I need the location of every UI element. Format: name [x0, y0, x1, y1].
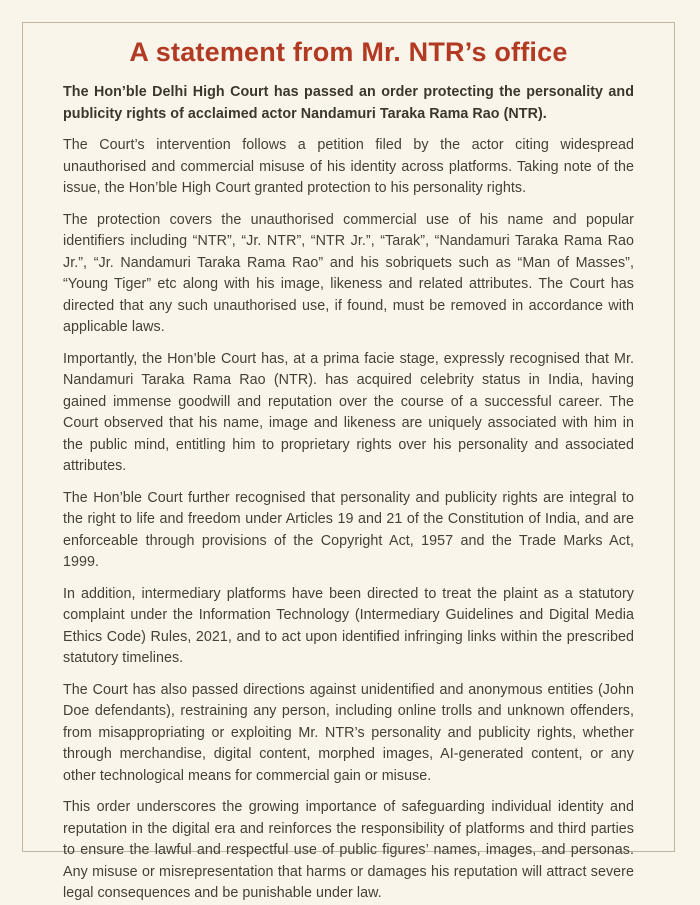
paragraph-closing-statement: This order underscores the growing importance of safeguarding individual identity and reputation in the digital era and reinforces the responsibility of platforms and third parties to ensure the lawful and respectful use of public figures’ names, images, and personas. Any misuse or misrepresentation that harms or damages his reputation will attract severe legal consequences and be punishable under law.	[63, 799, 634, 902]
statement-title: A statement from Mr. NTR’s office	[129, 37, 568, 67]
paragraph-court-order: The Hon’ble Delhi High Court has passed an order protecting the personality and publicity rights of acclaimed actor Nandamuri Taraka Rama Rao (NTR).	[63, 84, 634, 122]
paragraph-john-doe-directions: The Court has also passed directions against unidentified and anonymous entities (John Doe defendants), restraining any person, including online trolls and unknown offenders, from misappropriating or exploiting Mr. NTR’s personality and publicity rights, whether through merchandise, digital content, morphed images, AI-generated content, or any other technological means for commercial gain or misuse.	[63, 681, 634, 784]
statement-frame	[22, 22, 675, 902]
paragraph-protection-coverage: The protection covers the unauthorised commercial use of his name and popular identifiers including “NTR”, “Jr. NTR”, “NTR Jr.”, “Tarak”, “Nandamuri Taraka Rama Rao Jr.”, “Jr. Nandamuri Taraka Rama Rao” and his sobriquets such as “Man of Masses”, “Young Tiger” etc along with his image, likeness and related attributes. The Court has directed that any such unauthorised use, if found, must be removed in accordance with applicable laws.	[63, 211, 634, 336]
statement-body	[23, 68, 674, 905]
paragraph-constitutional-rights: The Hon’ble Court further recognised that personality and publicity rights are integral to the right to life and freedom under Articles 19 and 21 of the Constitution of India, and are enforceable through provisions of the Copyright Act, 1957 and the Trade Marks Act, 1999.	[63, 489, 634, 571]
paragraph-intermediary-platforms: In addition, intermediary platforms have been directed to treat the plaint as a statutory complaint under the Information Technology (Intermediary Guidelines and Digital Media Ethics Code) Rules, 2021, and to act upon identified infringing links within the prescribed statutory timelines.	[63, 585, 634, 667]
paragraph-celebrity-status: Importantly, the Hon’ble Court has, at a prima facie stage, expressly recognised that Mr. Nandamuri Taraka Rama Rao (NTR). has acquired celebrity status in India, having gained immense goodwill and reputation over the course of a successful career. The Court observed that his name, image and likeness are uniquely associated with him in the public mind, entitling him to proprietary rights over his personality and associated attributes.	[63, 350, 634, 475]
paragraph-court-intervention: The Court’s intervention follows a petition filed by the actor citing widespread unauthorised and commercial misuse of his identity across platforms. Taking note of the issue, the Hon’ble High Court granted protection to his personality rights.	[63, 137, 634, 197]
